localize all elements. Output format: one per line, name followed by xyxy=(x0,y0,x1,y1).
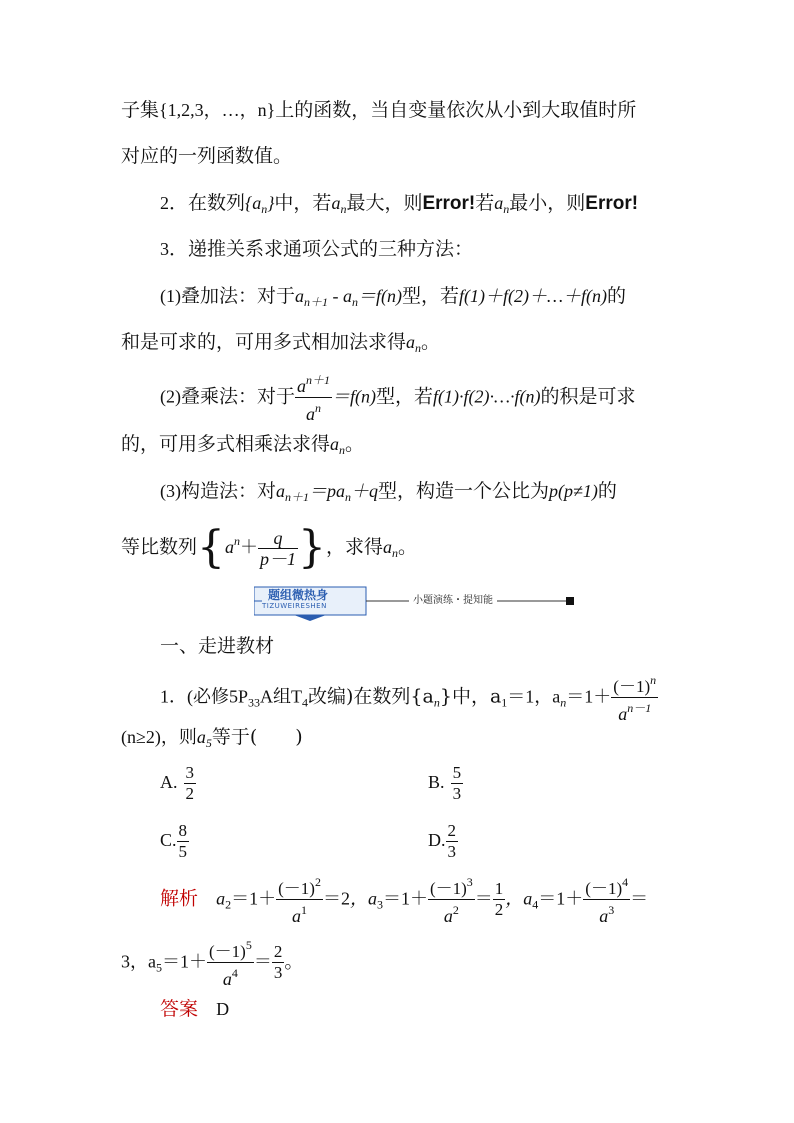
solution-line1: 解析 $a_2=1+$ $\frac{(-1)^2}{a^1}$ ＝2，$a_3=1+$ $\frac{(-1)^3}{a^2}$ ＝ $\frac{1}{2}$ ，$a_4=1+$ $\frac{(-1)^4}{a^3}$ ＝ xyxy=(160,872,648,928)
option-a[interactable]: A. $\frac{3}{2}$ xyxy=(160,762,195,803)
method-3-line1: (3)构造法：对$a_{n+1}=pa_n+q$型，构造一个公比为p(p≠1)的 xyxy=(160,480,617,504)
banner-subtitle: 小题演练・提知能 xyxy=(409,591,497,606)
q-fraction: $\frac{q}{p-1}$ xyxy=(260,527,297,569)
banner-title: 题组微热身 xyxy=(268,588,329,602)
item-3-heading: 3．递推关系求通项公式的三种方法： xyxy=(160,238,474,260)
answer-value: D xyxy=(216,999,230,1019)
method-2-line1: (2)叠乘法：对于 $\frac{a^{n+1}}{a^n}$ ＝f(n)型，若f(1)·f(2)·…·f(n)的积是可求 xyxy=(160,370,636,425)
solution-line2: 3，$a_5=1+$ $\frac{(-1)^5}{a^4}$ ＝ $\frac{2}{3}$ 。 xyxy=(121,935,303,991)
method-2-line2: 的，可用多式相乘法求得$a_n$。 xyxy=(121,433,365,457)
answer-label: 答案 xyxy=(160,998,199,1020)
method-1-line2: 和是可求的，可用多式相加法求得$a_n$。 xyxy=(121,331,441,355)
option-b[interactable]: B. $\frac{5}{3}$ xyxy=(428,762,462,803)
left-brace-icon: { xyxy=(197,522,226,573)
para-definition-line2: 对应的一列函数值。 xyxy=(121,145,293,167)
question-fraction: $\frac{(-1)^n}{a^{n-1}}$ xyxy=(611,670,658,725)
banner-pinyin: TIZUWEIRESHEN xyxy=(262,602,327,610)
option-c[interactable]: C. $\frac{8}{5}$ xyxy=(160,820,188,861)
index-set: {1,2,3，…，n} xyxy=(159,100,276,120)
option-d[interactable]: D. $\frac{2}{3}$ xyxy=(428,820,456,861)
question-1-line2: (n≥2)，则$a_5$等于( ) xyxy=(121,726,303,750)
item-2-extreme-terms: 2．在数列$\{a_n\}$中，若$a_n$最大，则Error!若$a_n$最小，则Error! xyxy=(160,192,639,216)
method-3-line2: 等比数列{$a^n+$ $\frac{q}{p-1}$ }，求得$a_n$。 xyxy=(121,522,418,573)
section-banner xyxy=(254,585,576,621)
solution-label: 解析 xyxy=(160,887,199,910)
method-1-line1: (1)叠加法：对于$a_{n+1} - a_n=f(n)$型，若f(1)＋f(2)＋…＋f(n)的 xyxy=(160,285,627,309)
ratio-fraction: $\frac{a^{n+1}}{a^n}$ xyxy=(295,370,332,425)
error-text: Error! xyxy=(422,193,476,214)
error-text: Error! xyxy=(585,193,639,214)
para-definition-line1: 子集{1,2,3，…，n}上的函数，当自变量依次从小到大取值时所 xyxy=(121,99,637,121)
right-brace-icon: } xyxy=(298,522,327,573)
answer-line xyxy=(160,995,229,1023)
section-heading: 一、走进教材 xyxy=(160,635,275,657)
question-1-line1: 1．(必修$5P_{33}A$组$T_4$改编)在数列$\{a_n\}$中，$a_1=1$，$a_n=1+$ $\frac{(-1)^n}{a^{n-1}}$ xyxy=(160,670,658,725)
